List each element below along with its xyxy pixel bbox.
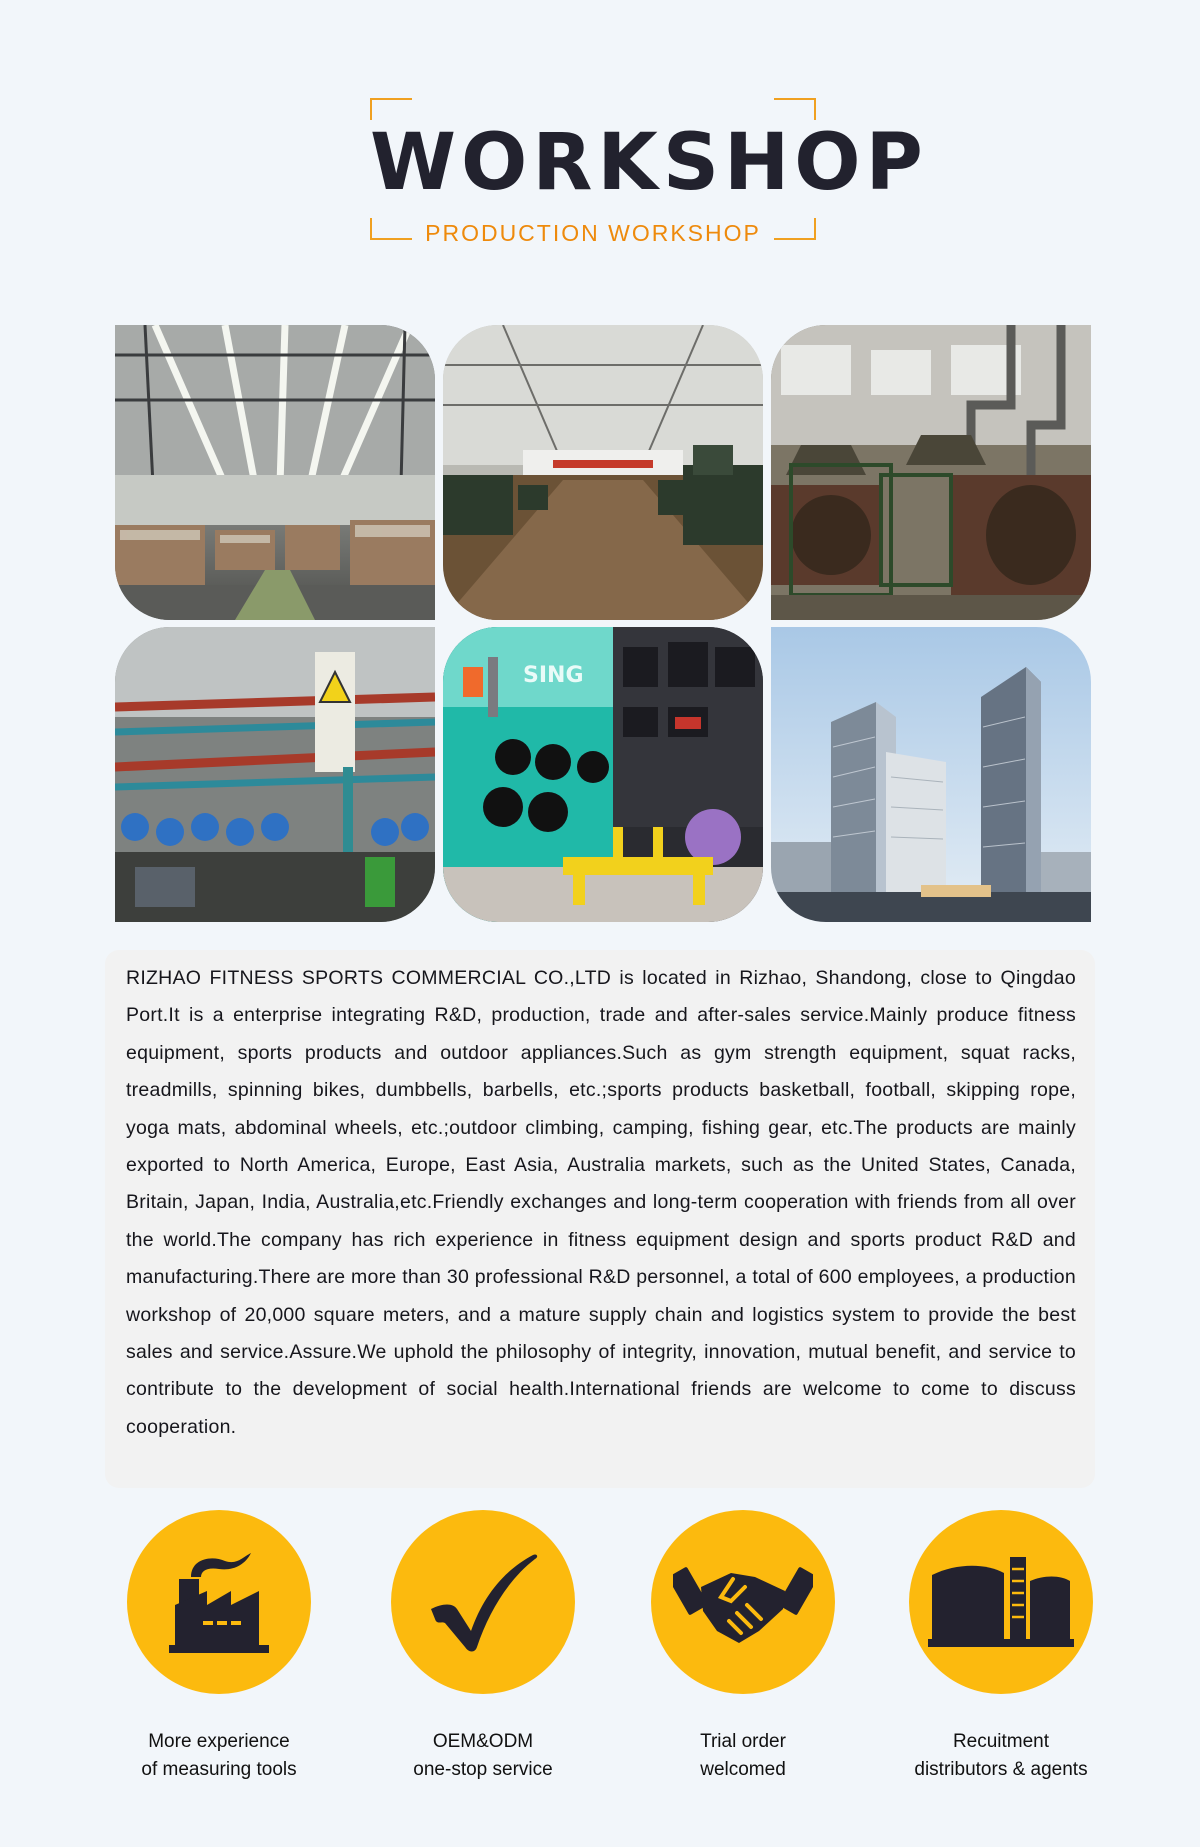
feature-circle <box>651 1510 835 1694</box>
feature-label <box>348 1728 618 1784</box>
svg-text:SING: SING <box>523 663 584 688</box>
feature-oem-odm <box>348 1510 618 1784</box>
company-description-box <box>105 950 1095 1488</box>
production-line-photo <box>115 627 435 922</box>
machinery-photo <box>771 325 1091 620</box>
feature-label-line: More experience <box>148 1731 290 1752</box>
corner-bracket <box>774 218 816 240</box>
checkmark-icon <box>423 1547 543 1657</box>
feature-experience <box>84 1510 354 1784</box>
feature-label <box>608 1728 878 1784</box>
warehouse-icon <box>926 1547 1076 1657</box>
feature-trial-order <box>608 1510 878 1784</box>
feature-label-line: distributors & agents <box>914 1759 1088 1780</box>
showroom-photo <box>443 627 763 922</box>
corner-bracket <box>370 218 412 240</box>
page-title: WORKSHOP <box>370 118 928 208</box>
feature-label-line: OEM&ODM <box>432 1731 534 1752</box>
page-subtitle: PRODUCTION WORKSHOP <box>420 218 766 248</box>
feature-recruitment <box>866 1510 1136 1784</box>
corner-bracket <box>370 98 412 120</box>
feature-label-line: one-stop service <box>413 1759 553 1780</box>
feature-label-line: of measuring tools <box>141 1759 297 1780</box>
feature-label <box>84 1728 354 1784</box>
company-description: RIZHAO FITNESS SPORTS COMMERCIAL CO.,LTD is located in Rizhao, Shandong, close to Qingdao Port.It is a enterprise integrating R&D, production, trade and after-sales service.Mainly produce fitness equipment, sports products and outdoor appliances.Such as gym strength equipment, squat racks, treadmills, spinning bikes, dumbbells, barbells, etc.;sports products basketball, football, skipping rope, yoga mats, abdominal wheels, etc.;outdoor climbing, camping, fishing gear, etc.The products are mainly exported to North America, Europe, East Asia, Australia markets, such as the United States, Canada, Britain, Japan, India, Australia,etc.Friendly exchanges and long-term cooperation with friends from all over the world.The company has rich experience in fitness equipment design and sports product R&D and manufacturing.There are more than 30 professional R&D personnel, a total of 600 employees, a production workshop of 20,000 square meters, and a mature supply chain and logistics system to provide the best sales and service.Assure.We uphold the philosophy of integrity, innovation, mutual benefit, and service to contribute to the development of social health.International friends are welcome to come to discuss cooperation. <box>126 967 1076 1438</box>
feature-circle <box>909 1510 1093 1694</box>
feature-label-line: Recuitment <box>952 1731 1050 1752</box>
section-header <box>370 98 928 246</box>
corner-bracket <box>774 98 816 120</box>
office-building-photo <box>771 627 1091 922</box>
factory-floor-photo <box>443 325 763 620</box>
feature-label <box>866 1728 1136 1784</box>
feature-label-line: Trial order <box>700 1731 786 1752</box>
feature-circle <box>127 1510 311 1694</box>
feature-circle <box>391 1510 575 1694</box>
warehouse-photo <box>115 325 435 620</box>
handshake-icon <box>673 1547 813 1657</box>
factory-icon <box>159 1547 279 1657</box>
feature-label-line: welcomed <box>700 1759 786 1780</box>
